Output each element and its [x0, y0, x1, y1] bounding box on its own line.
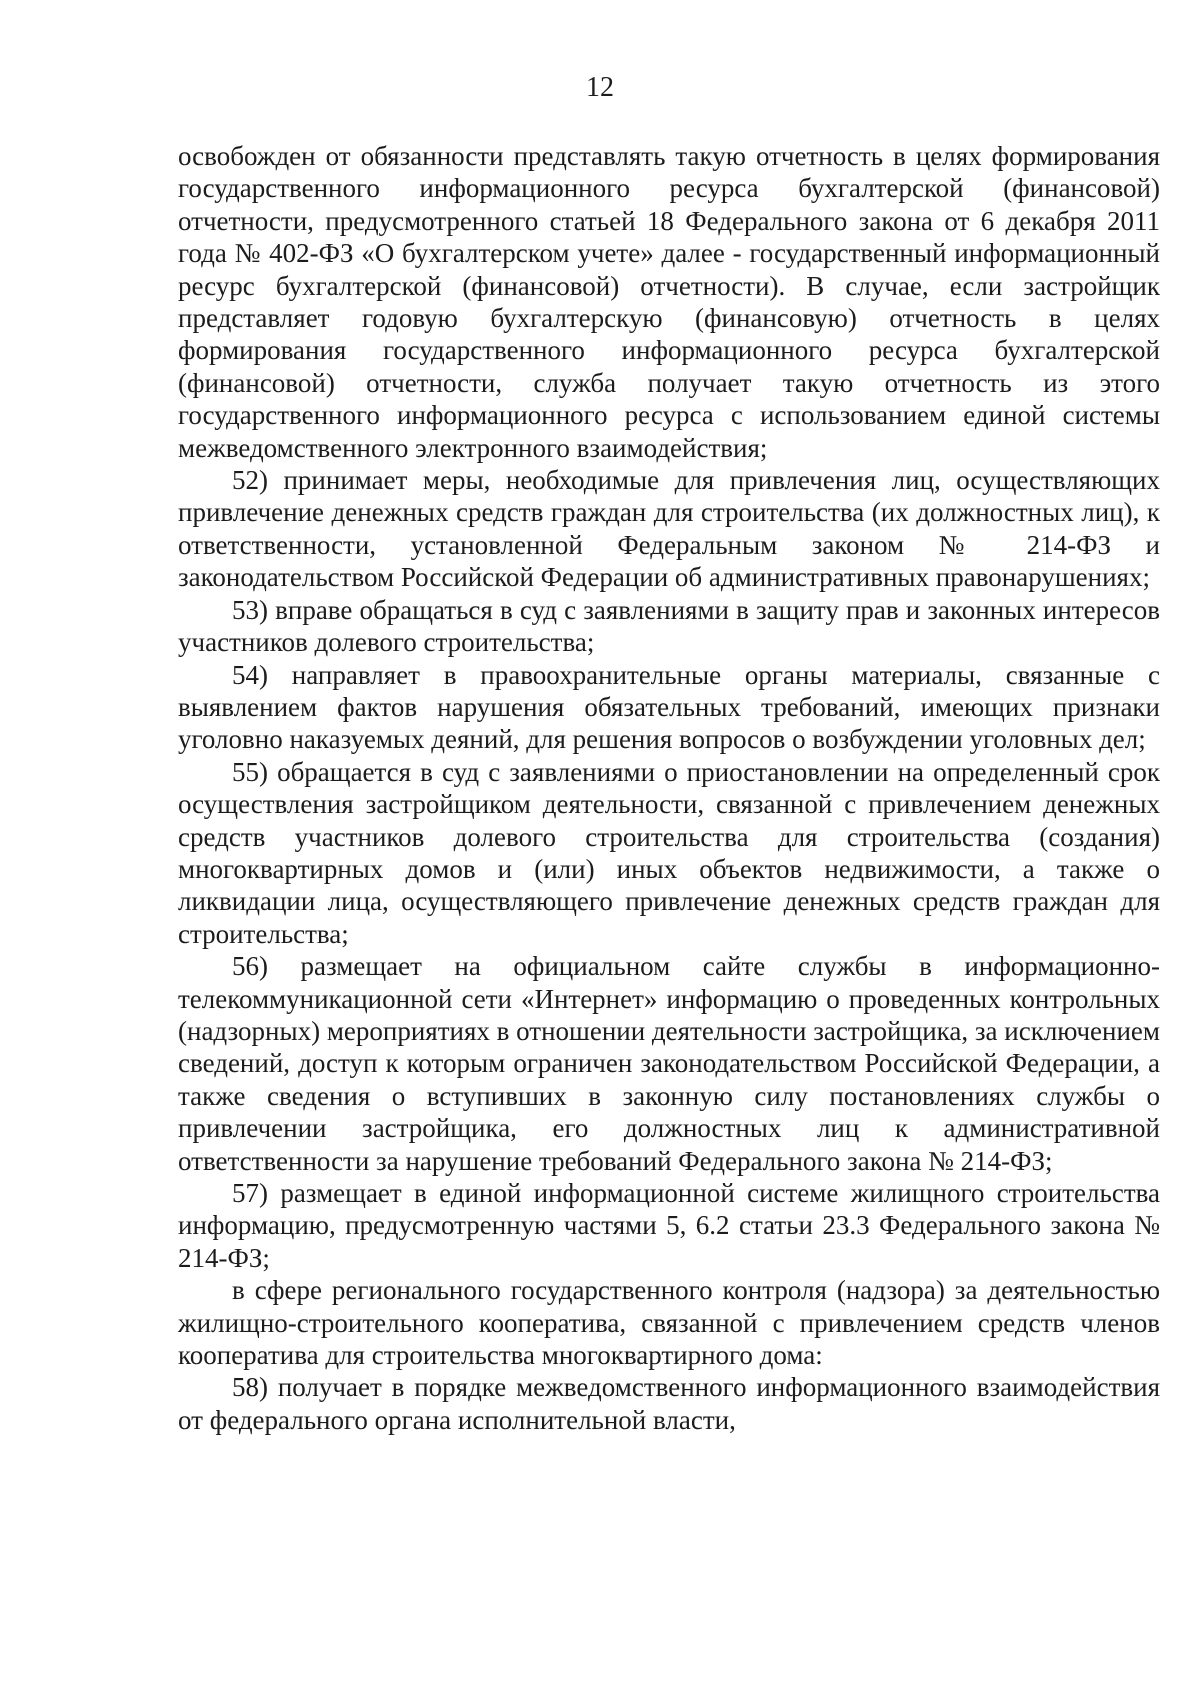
paragraph-53: 53) вправе обращаться в суд с заявлениями в защиту прав и законных интересов участников долевого строительства; — [178, 594, 1160, 658]
paragraph-56: 56) размещает на официальном сайте службы в информационно-телекоммуникационной сети «Интернет» информацию о проведенных контрольных (надзорных) мероприятиях в отношении деятельности застройщика, за исключением сведений, доступ к которым ограничен законодательством Российской Федерации, а также сведения о вступивших в законную силу постановлениях службы о привлечении застройщика, его должностных лиц к административной ответственности за нарушение требований Федерального закона № 214-ФЗ; — [178, 951, 1160, 1176]
paragraph-52: 52) принимает меры, необходимые для привлечения лиц, осуществляющих привлечение денежных средств граждан для строительства (их должностных лиц), к ответственности, установленной Федеральным законом № 214-ФЗ и законодательством Российской Федерации об административных правонарушениях; — [178, 465, 1160, 593]
paragraph-51-continuation: освобожден от обязанности представлять такую отчетность в целях формирования государственного информационного ресурса бухгалтерской (финансовой) отчетности, предусмотренного статьей 18 Федерального закона от 6 декабря 2011 года № 402-ФЗ «О бухгалтерском учете» далее - государственный информационный ресурс бухгалтерской (финансовой) отчетности). В случае, если застройщик представляет годовую бухгалтерскую (финансовую) отчетность в целях формирования государственного информационного ресурса бухгалтерской (финансовой) отчетности, служба получает такую отчетность из этого государственного информационного ресурса с использованием единой системы межведомственного электронного взаимодействия; — [178, 141, 1160, 463]
paragraph-58: 58) получает в порядке межведомственного информационного взаимодействия от федерального органа исполнительной власти, — [178, 1372, 1160, 1435]
paragraph-55: 55) обращается в суд с заявлениями о приостановлении на определенный срок осуществления застройщиком деятельности, связанной с привлечением денежных средств участников долевого строительства для строительства (создания) многоквартирных домов и (или) иных объектов недвижимости, а также о ликвидации лица, осуществляющего привлечение денежных средств граждан для строительства; — [178, 756, 1160, 949]
document-body — [178, 140, 1160, 1436]
paragraph-54: 54) направляет в правоохранительные органы материалы, связанные с выявлением фактов нарушения обязательных требований, имеющих признаки уголовно наказуемых деяний, для решения вопросов о возбуждении уголовных дел; — [178, 659, 1160, 755]
section-heading-housing-cooperative: в сфере регионального государственного контроля (надзора) за деятельностью жилищно-строительного кооператива, связанной с привлечением средств членов кооператива для строительства многоквартирного дома: — [178, 1275, 1160, 1371]
paragraph-57: 57) размещает в единой информационной системе жилищного строительства информацию, предусмотренную частями 5, 6.2 статьи 23.3 Федерального закона № 214-ФЗ; — [178, 1178, 1160, 1273]
page-number: 12 — [586, 72, 614, 103]
